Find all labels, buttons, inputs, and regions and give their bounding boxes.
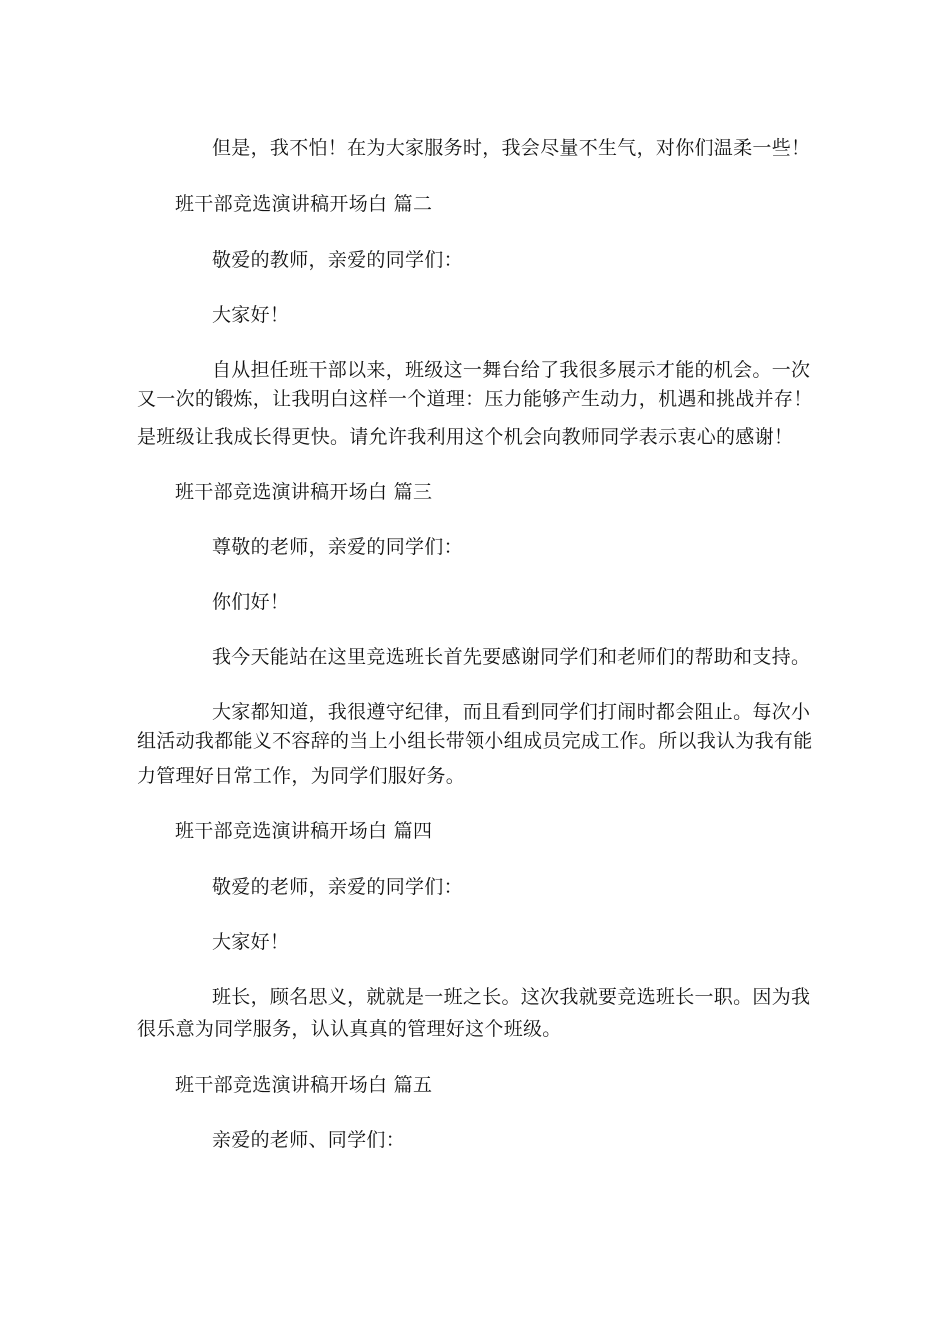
section-heading: 班干部竞选演讲稿开场白 篇五 bbox=[175, 1074, 433, 1096]
paragraph-line: 力管理好日常工作，为同学们服好务。 bbox=[137, 765, 466, 787]
paragraph-line: 但是，我不怕！在为大家服务时，我会尽量不生气，对你们温柔一些！ bbox=[212, 137, 811, 159]
paragraph-line: 敬爱的老师，亲爱的同学们： bbox=[212, 876, 463, 898]
paragraph-line: 很乐意为同学服务，认认真真的管理好这个班级。 bbox=[137, 1018, 562, 1040]
paragraph-line: 大家好！ bbox=[212, 304, 290, 326]
paragraph-line: 是班级让我成长得更快。请允许我利用这个机会向教师同学表示衷心的感谢！ bbox=[137, 426, 794, 448]
paragraph-line: 尊敬的老师，亲爱的同学们： bbox=[212, 536, 463, 558]
paragraph-line: 又一次的锻炼，让我明白这样一个道理：压力能够产生动力，机遇和挑战并存！ bbox=[137, 388, 813, 410]
paragraph-line: 班长，顾名思义，就就是一班之长。这次我就要竞选班长一职。因为我 bbox=[212, 986, 811, 1008]
paragraph-line: 大家好！ bbox=[212, 931, 290, 953]
paragraph-line: 大家都知道，我很遵守纪律，而且看到同学们打闹时都会阻止。每次小 bbox=[212, 701, 811, 723]
paragraph-line: 组活动我都能义不容辞的当上小组长带领小组成员完成工作。所以我认为我有能 bbox=[137, 730, 813, 752]
paragraph-line: 亲爱的老师、同学们： bbox=[212, 1129, 406, 1151]
paragraph-line: 敬爱的教师，亲爱的同学们： bbox=[212, 249, 463, 271]
paragraph-line: 我今天能站在这里竞选班长首先要感谢同学们和老师们的帮助和支持。 bbox=[212, 646, 811, 668]
section-heading: 班干部竞选演讲稿开场白 篇四 bbox=[175, 820, 433, 842]
section-heading: 班干部竞选演讲稿开场白 篇二 bbox=[175, 193, 433, 215]
section-heading: 班干部竞选演讲稿开场白 篇三 bbox=[175, 481, 433, 503]
paragraph-line: 自从担任班干部以来，班级这一舞台给了我很多展示才能的机会。一次 bbox=[212, 359, 811, 381]
paragraph-line: 你们好！ bbox=[212, 591, 290, 613]
